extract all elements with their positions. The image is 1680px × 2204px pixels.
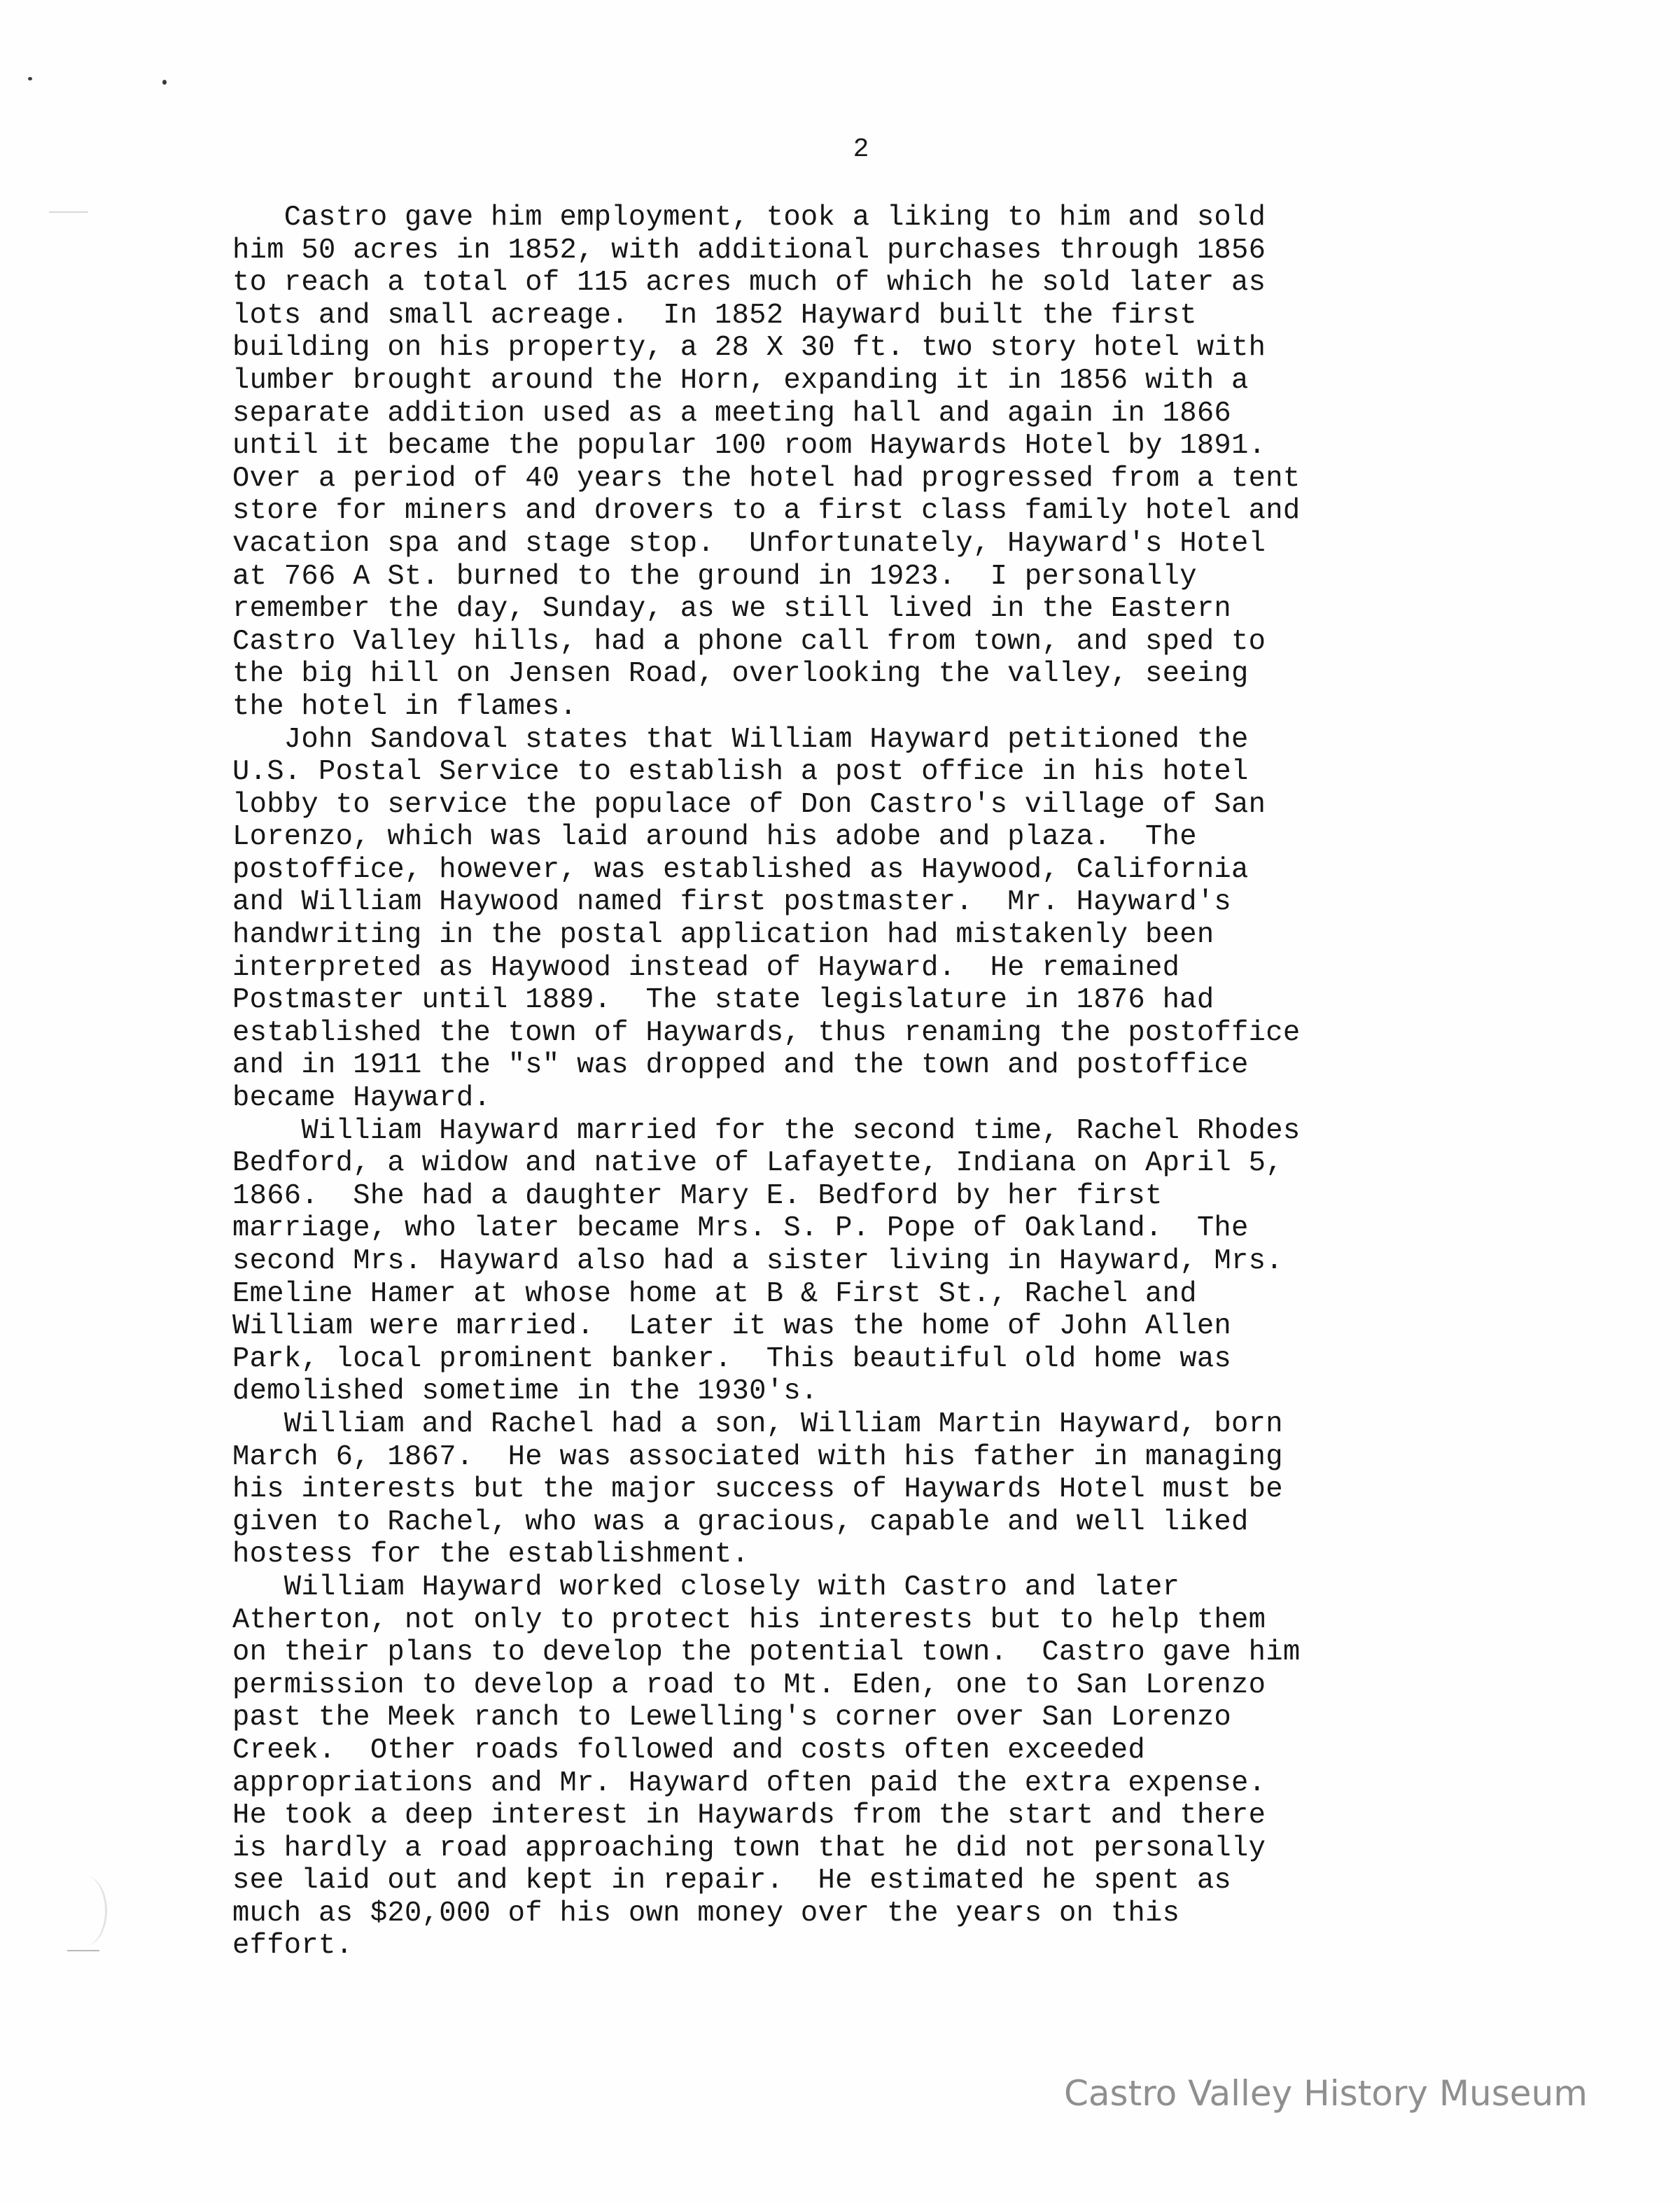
text-line: to reach a total of 115 acres much of which he sold later as bbox=[232, 267, 1266, 300]
text-line: Castro gave him employment, took a liking to him and sold bbox=[232, 202, 1266, 234]
text-line: interpreted as Haywood instead of Hayward. He remained bbox=[232, 951, 1180, 984]
text-line: store for miners and drovers to a first class family hotel and bbox=[232, 495, 1301, 528]
text-line: and in 1911 the "s" was dropped and the town and postoffice bbox=[232, 1049, 1249, 1082]
text-line: him 50 acres in 1852, with additional purchases through 1856 bbox=[232, 234, 1266, 267]
scan-edge-mark bbox=[49, 211, 88, 213]
scan-speck bbox=[162, 80, 167, 85]
punch-hole-shadow bbox=[63, 1876, 107, 1946]
text-line: remember the day, Sunday, as we still lived in the Eastern bbox=[232, 593, 1232, 626]
text-line: past the Meek ranch to Lewelling's corner over San Lorenzo bbox=[232, 1701, 1232, 1734]
text-line: much as $20,000 of his own money over the years on this bbox=[232, 1897, 1180, 1930]
text-line: U.S. Postal Service to establish a post office in his hotel bbox=[232, 756, 1249, 789]
text-line: hostess for the establishment. bbox=[232, 1538, 750, 1571]
text-line: separate addition used as a meeting hall and again in 1866 bbox=[232, 397, 1232, 430]
scan-edge-mark bbox=[67, 1950, 99, 1951]
text-line: appropriations and Mr. Hayward often paid the extra expense. bbox=[232, 1767, 1266, 1799]
text-line: postoffice, however, was established as Haywood, California bbox=[232, 853, 1249, 886]
text-line: given to Rachel, who was a gracious, capable and well liked bbox=[232, 1505, 1249, 1538]
text-line: Emeline Hamer at whose home at B & First St., Rachel and bbox=[232, 1277, 1197, 1310]
text-line: is hardly a road approaching town that he did not personally bbox=[232, 1832, 1266, 1865]
text-line: vacation spa and stage stop. Unfortunately, Hayward's Hotel bbox=[232, 527, 1266, 560]
text-line: lobby to service the populace of Don Castro's village of San bbox=[232, 788, 1266, 821]
text-line: Park, local prominent banker. This beautiful old home was bbox=[232, 1342, 1232, 1375]
text-line: Castro Valley hills, had a phone call from town, and sped to bbox=[232, 625, 1266, 658]
text-line: lots and small acreage. In 1852 Hayward built the first bbox=[232, 299, 1197, 332]
text-line: effort. bbox=[232, 1930, 354, 1963]
text-line: second Mrs. Hayward also had a sister living in Hayward, Mrs. bbox=[232, 1245, 1283, 1277]
scan-speck bbox=[28, 77, 32, 80]
text-line: the big hill on Jensen Road, overlooking the valley, seeing bbox=[232, 658, 1249, 691]
page-number: 2 bbox=[853, 134, 869, 164]
text-line: handwriting in the postal application had mistakenly been bbox=[232, 919, 1214, 952]
text-line: William and Rachel had a son, William Martin Hayward, born bbox=[232, 1408, 1283, 1440]
museum-watermark: Castro Valley History Museum bbox=[1064, 2073, 1588, 2114]
text-line: building on his property, a 28 X 30 ft. two story hotel with bbox=[232, 332, 1266, 365]
text-line: and William Haywood named first postmaster. Mr. Hayward's bbox=[232, 886, 1232, 919]
text-line: became Hayward. bbox=[232, 1082, 491, 1115]
text-line: his interests but the major success of Haywards Hotel must be bbox=[232, 1473, 1283, 1506]
text-line: demolished sometime in the 1930's. bbox=[232, 1375, 818, 1408]
text-line: Creek. Other roads followed and costs often exceeded bbox=[232, 1734, 1146, 1767]
text-line: Bedford, a widow and native of Lafayette, Indiana on April 5, bbox=[232, 1147, 1283, 1180]
text-line: see laid out and kept in repair. He estimated he spent as bbox=[232, 1865, 1232, 1897]
text-line: William were married. Later it was the home of John Allen bbox=[232, 1310, 1232, 1343]
text-line: the hotel in flames. bbox=[232, 690, 578, 723]
text-line: on their plans to develop the potential town. Castro gave him bbox=[232, 1636, 1301, 1669]
text-line: Atherton, not only to protect his interests but to help them bbox=[232, 1603, 1266, 1636]
text-line: He took a deep interest in Haywards from the start and there bbox=[232, 1799, 1266, 1832]
text-line: William Hayward worked closely with Castro and later bbox=[232, 1571, 1180, 1603]
text-line: until it became the popular 100 room Haywards Hotel by 1891. bbox=[232, 430, 1266, 463]
text-line: John Sandoval states that William Hayward petitioned the bbox=[232, 723, 1249, 756]
text-line: lumber brought around the Horn, expanding it in 1856 with a bbox=[232, 364, 1249, 397]
typed-body-text bbox=[232, 202, 1562, 1963]
text-line: Postmaster until 1889. The state legislature in 1876 had bbox=[232, 984, 1214, 1017]
text-line: William Hayward married for the second time, Rachel Rhodes bbox=[232, 1114, 1301, 1147]
text-line: March 6, 1867. He was associated with his father in managing bbox=[232, 1440, 1283, 1473]
text-line: permission to develop a road to Mt. Eden, one to San Lorenzo bbox=[232, 1669, 1266, 1701]
text-line: Lorenzo, which was laid around his adobe and plaza. The bbox=[232, 821, 1197, 854]
text-line: 1866. She had a daughter Mary E. Bedford by her first bbox=[232, 1179, 1163, 1212]
text-line: marriage, who later became Mrs. S. P. Pope of Oakland. The bbox=[232, 1212, 1249, 1245]
text-line: at 766 A St. burned to the ground in 1923. I personally bbox=[232, 560, 1197, 593]
text-line: established the town of Haywards, thus renaming the postoffice bbox=[232, 1016, 1301, 1049]
text-line: Over a period of 40 years the hotel had progressed from a tent bbox=[232, 462, 1301, 495]
